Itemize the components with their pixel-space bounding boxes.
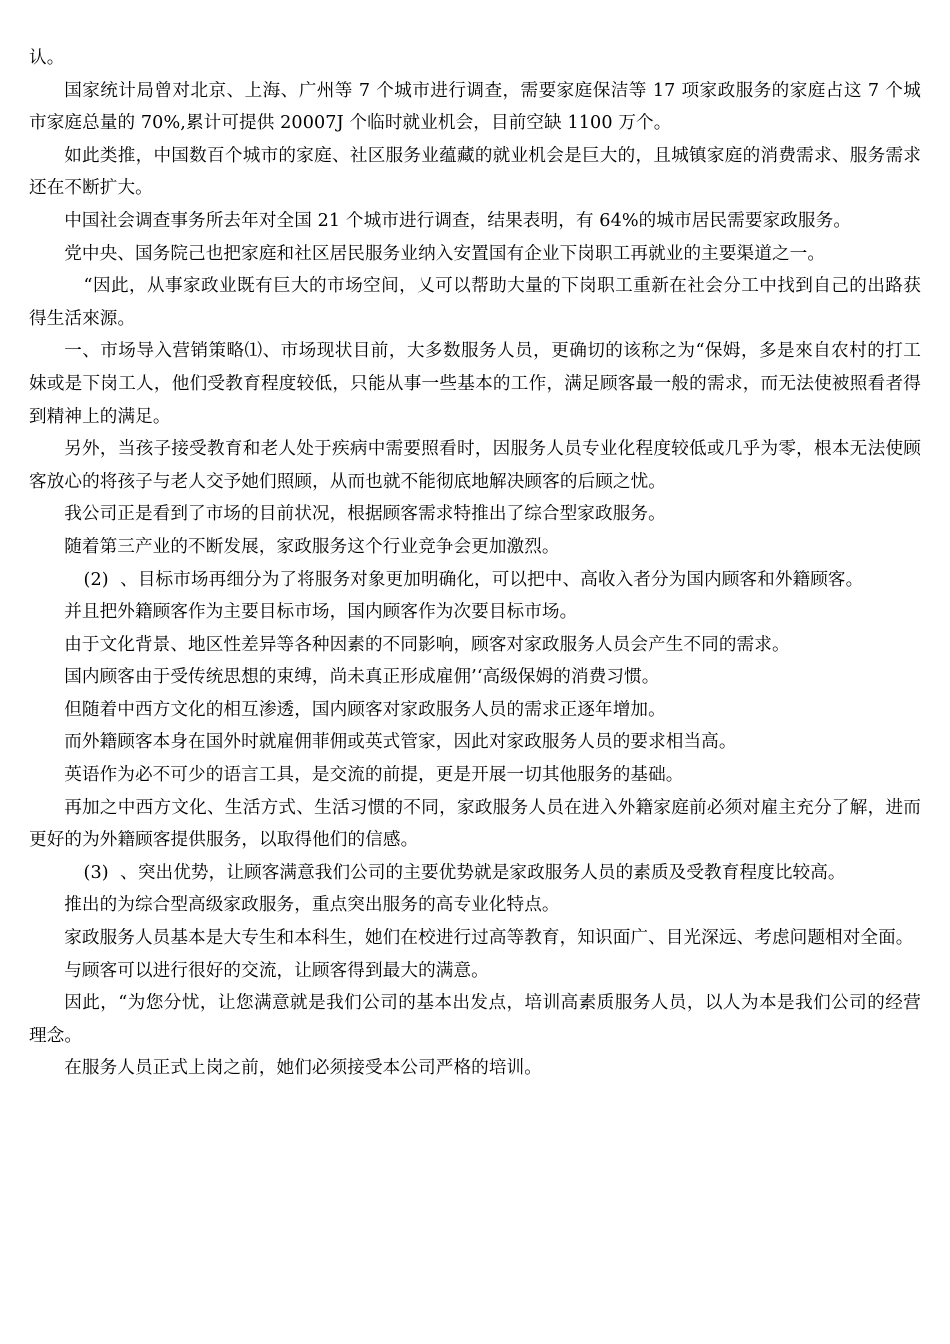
- subsection-paragraph: (3) 、突出优势，让顾客满意我们公司的主要优势就是家政服务人员的素质及受教育程度比较高。: [83, 862, 846, 883]
- paragraph: 党中央、国务院己也把家庭和社区居民服务业纳入安置国有企业下岗职工再就业的主要渠道之一。: [64, 243, 826, 264]
- paragraph: 随着第三产业的不断发展，家政服务这个行业竞争会更加激烈。: [64, 536, 560, 557]
- paragraph: 国家统计局曾对北京、上海、广州等 7 个城市进行调查，需要家庭保洁等 17 项家政服务的家庭占这 7 个城市家庭总量的 70%,累计可提供 20007J 个临时就业机会，目前空缺 1100 万个。: [29, 80, 921, 134]
- paragraph: 另外，当孩子接受教育和老人处于疾病中需要照看时，因服务人员专业化程度较低或几乎为零，根本无法使顾客放心的将孩子与老人交予她们照顾，从而也就不能彻底地解决顾客的后顾之忧。: [29, 439, 921, 492]
- paragraph: 在服务人员正式上岗之前，她们必须接受本公司严格的培训。: [64, 1058, 542, 1079]
- paragraph: 因此，“为您分忧，让您满意就是我们公司的基本出发点，培训高素质服务人员，以人为本是我们公司的经营理念。: [29, 993, 921, 1046]
- paragraph: 但随着中西方文化的相互渗透，国内顾客对家政服务人员的需求正逐年增加。: [64, 699, 666, 720]
- paragraph: 我公司正是看到了市场的目前状况，根据顾客需求特推出了综合型家政服务。: [64, 504, 666, 525]
- paragraph: 再加之中西方文化、生活方式、生活习惯的不同，家政服务人员在进入外籍家庭前必须对雇主充分了解，进而更好的为外籍顾客提供服务，以取得他们的信感。: [29, 797, 921, 851]
- document-body: [29, 42, 921, 1085]
- paragraph: 英语作为必不可少的语言工具，是交流的前提，更是开展一切其他服务的基础。: [64, 765, 684, 786]
- paragraph: 认。: [29, 48, 65, 68]
- paragraph: 中国社会调查事务所去年对全国 21 个城市进行调查，结果表明，有 64%的城市居民需要家政服务。: [64, 210, 852, 231]
- paragraph: 与顾客可以进行很好的交流，让顾客得到最大的满意。: [64, 960, 489, 981]
- section-heading-paragraph: 一、市场导入营销策略⑴、市场现状目前，大多数服务人员，更确切的该称之为“保姆，多是來自农村的打工妹或是下岗工人，他们受教育程度较低，只能从事一些基本的工作，满足顾客最一般的需求，而无法使被照看者得到精神上的满足。: [29, 341, 921, 427]
- paragraph: 家政服务人员基本是大专生和本科生，她们在校进行过高等教育，知识面广、目光深远、考虑问题相对全面。: [64, 928, 914, 949]
- paragraph: 并且把外籍顾客作为主要目标市场，国内顾客作为次要目标市场。: [64, 602, 578, 623]
- subsection-paragraph: (2) 、目标市场再细分为了将服务对象更加明确化，可以把中、高收入者分为国内顾客和外籍顾客。: [83, 569, 864, 590]
- paragraph: 国内顾客由于受传统思想的束缚，尚未真正形成雇佣’‘高级保姆的消费习惯。: [64, 667, 660, 688]
- paragraph: “因此，从事家政业既有巨大的市场空间，乂可以帮助大量的下岗职工重新在社会分工中找到自己的出路获得生活來源。: [29, 276, 921, 329]
- paragraph: 如此类推，中国数百个城市的家庭、社区服务业蕴藏的就业机会是巨大的，且城镇家庭的消费需求、服务需求还在不断扩大。: [29, 145, 921, 199]
- paragraph: 而外籍顾客本身在国外时就雇佣菲佣或英式管家，因此对家政服务人员的要求相当高。: [64, 732, 737, 753]
- paragraph: 由于文化背景、地区性差异等各种因素的不同影响，顾客对家政服务人员会产生不同的需求。: [64, 634, 790, 655]
- paragraph: 推出的为综合型高级家政服务，重点突出服务的高专业化特点。: [64, 895, 560, 916]
